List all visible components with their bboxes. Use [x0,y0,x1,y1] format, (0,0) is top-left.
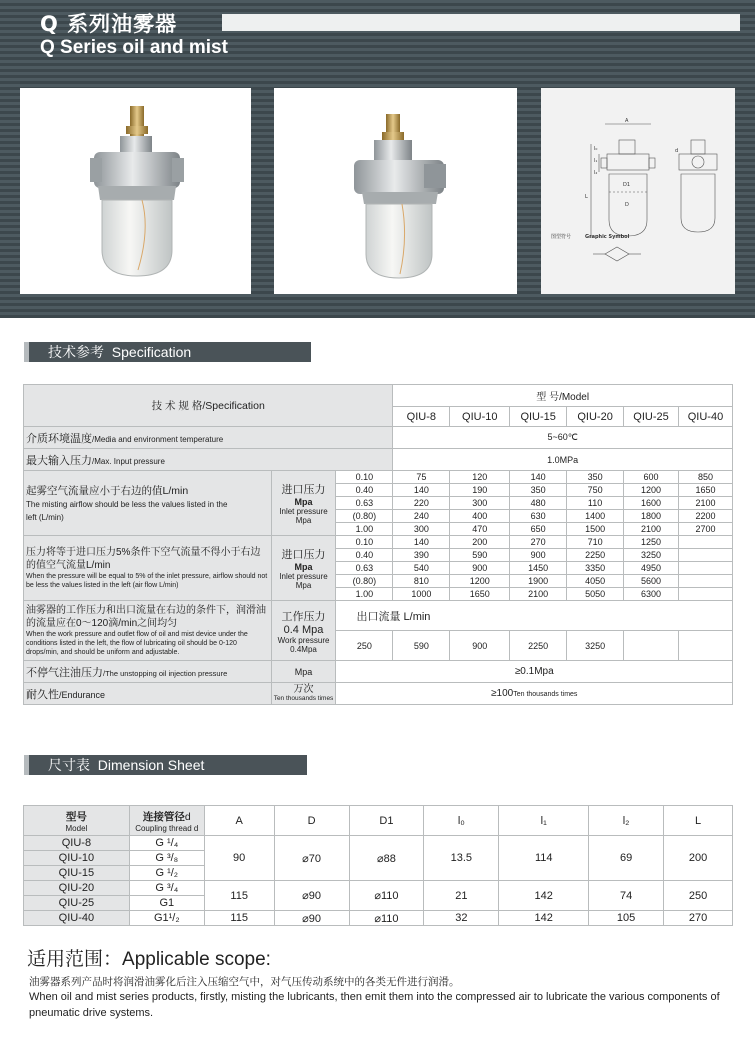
block2-cell: 5050 [567,588,624,601]
block2-cell: 710 [567,536,624,549]
block1-cell: 2100 [678,497,732,510]
block1-pressure: 0.40 [336,484,393,497]
spec-model-col: QIU-10 [450,407,510,427]
block2-cell: 1200 [450,575,510,588]
block2-cell: 1650 [450,588,510,601]
block2-cell [678,562,732,575]
media-temp-label: 介质环境温度/Media and environment temperature [24,427,393,449]
dim-g1-l0: 13.5 [424,836,499,881]
dim-label-D1: D1 [623,182,631,188]
block1-cell: 350 [567,471,624,484]
dim-model: QIU-25 [24,896,130,911]
block2-cell: 4050 [567,575,624,588]
dim-thread: G1 [129,896,204,911]
dim-model: QIU-20 [24,881,130,896]
dim-model: QIU-40 [24,911,130,926]
block1-cell: 220 [393,497,450,510]
block1-cell: 75 [393,471,450,484]
dim-g1-D: ⌀70 [274,836,349,881]
block2-cell [678,549,732,562]
dim-label-L: L [585,194,588,200]
block1-cell: 350 [510,484,567,497]
dim-g2-D1: ⌀110 [349,881,424,911]
durability-value: ≥100Ten thousands times [336,683,733,705]
block2-pressure: 1.00 [336,588,393,601]
product-photo-front [20,88,251,294]
dim-header-thread: 连接管径d Coupling thread d [129,806,204,836]
block2-cell: 1900 [510,575,567,588]
block1-cell: 2100 [624,523,679,536]
block1-cell: 1200 [624,484,679,497]
dim-g1-A: 90 [204,836,274,881]
block3-cell-empty [678,631,732,661]
block1-description: 起雾空气流量应小于右边的值L/min The misting airflow should be less the values listed in the left (L/min) [24,471,272,536]
block2-pressure-label: 进口压力 Mpa Inlet pressure Mpa [271,536,336,601]
dim-g2-L: 250 [664,881,733,911]
block2-cell: 900 [450,562,510,575]
dim-g1-L: 200 [664,836,733,881]
dim-g2-A: 115 [204,881,274,911]
spec-model-col: QIU-15 [510,407,567,427]
dim-g1-l1: 114 [499,836,589,881]
block1-cell: 470 [450,523,510,536]
spec-header-label: 技 术 规 格/Specification [24,385,393,427]
dim-label-l2: l₂ [594,170,598,176]
spec-model-col: QIU-8 [393,407,450,427]
block1-cell: 600 [624,471,679,484]
header-band [0,0,755,318]
block2-cell: 6300 [624,588,679,601]
dim-section-cn: 尺寸表 [48,757,90,773]
block2-pressure: 0.10 [336,536,393,549]
max-input-value: 1.0MPa [393,449,733,471]
block3-cell [624,631,679,661]
block1-cell: 190 [450,484,510,497]
dim-model: QIU-15 [24,866,130,881]
block3-cell: 250 [336,631,393,661]
title-cn: Q 系列油雾器 [40,12,178,36]
dim-thread: G ³/₈ [129,851,204,866]
block2-pressure: 0.63 [336,562,393,575]
block2-cell: 810 [393,575,450,588]
block3-outlet-label: 出口流量 L/min [336,601,733,631]
block2-pressure: 0.40 [336,549,393,562]
block2-cell: 1250 [624,536,679,549]
block1-cell: 850 [678,471,732,484]
title-en: Q Series oil and mist [40,37,228,58]
nonstop-unit: Mpa [271,661,336,683]
dim-header-l0: l₀ [424,806,499,836]
dim-section-en: Dimension Sheet [97,757,205,773]
block2-cell: 1450 [510,562,567,575]
technical-drawing [541,88,735,294]
dim-g3-D1: ⌀110 [349,911,424,926]
title-bar [222,14,740,31]
media-temp-value: 5~60℃ [393,427,733,449]
nonstop-label: 不停气注油压力/The unstopping oil injection pressure [24,661,272,683]
dim-g2-D: ⌀90 [274,881,349,911]
block1-pressure-label: 进口压力 Mpa Inlet pressure Mpa [271,471,336,536]
block2-cell: 1000 [393,588,450,601]
block2-description: 压力将等于进口压力5%条件下空气流量不得小于右边的值空气流量L/min When the pressure will be equal to 5% of the inlet pressure, airflow should not be less the values listed in the left (air flow L/min) [24,536,272,601]
block2-cell: 540 [393,562,450,575]
block1-pressure: 0.10 [336,471,393,484]
dim-g3-l2: 105 [589,911,664,926]
dim-g3-l1: 142 [499,911,589,926]
block3-cell: 2250 [510,631,567,661]
dim-g3-A: 115 [204,911,274,926]
dim-label-l0: l₀ [594,146,598,152]
block3-description: 油雾器的工作压力和出口流量在右边的条件下，润滑油的流量应在0～120滴/min之间均匀 When the work pressure and outlet flow of oil and mist device under the conditions listed in the left, the flow of lubricating oil should be 0-120 drops/min, and should be uniform and adjustable. [24,601,272,661]
graphic-symbol-cn: 图型符号 [551,234,572,240]
dim-g1-l2: 69 [589,836,664,881]
block2-cell: 900 [510,549,567,562]
block2-cell: 140 [393,536,450,549]
scope-text-cn: 油雾器系列产品时将润滑油雾化后注入压缩空气中，对气压传动系统中的各类无件进行润滑。 [29,976,460,988]
block2-cell [678,536,732,549]
dim-label-l1: l₁ [594,158,598,164]
dim-header-A: A [204,806,274,836]
block3-cell: 590 [393,631,450,661]
spec-model-col: QIU-25 [624,407,679,427]
section-header-dimension [24,755,307,775]
block1-pressure: (0.80) [336,510,393,523]
dim-g3-L: 270 [664,911,733,926]
block1-pressure: 0.63 [336,497,393,510]
block1-cell: 140 [510,471,567,484]
dim-header-l1: l₁ [499,806,589,836]
dim-g3-D: ⌀90 [274,911,349,926]
max-input-label: 最大输入压力/Max. Input pressure [24,449,393,471]
block1-cell: 300 [393,523,450,536]
block1-cell: 2200 [678,510,732,523]
spec-model-col: QIU-40 [678,407,732,427]
block1-cell: 650 [510,523,567,536]
block2-cell: 2250 [567,549,624,562]
block2-cell: 200 [450,536,510,549]
block2-cell: 2100 [510,588,567,601]
dim-thread: G ¹/₄ [129,836,204,851]
block1-pressure: 1.00 [336,523,393,536]
block1-cell: 2700 [678,523,732,536]
dim-model: QIU-10 [24,851,130,866]
block1-cell: 480 [510,497,567,510]
spec-model-label: 型 号/Model [393,385,733,407]
block2-cell: 4950 [624,562,679,575]
dim-g1-D1: ⌀88 [349,836,424,881]
scope-title: 适用范围：Applicable scope: [27,948,271,970]
graphic-symbol-en: Graphic Symbol [585,234,630,240]
dim-label-A: A [625,118,629,124]
block3-cell: 3250 [567,631,624,661]
block2-cell [678,575,732,588]
dim-g3-l0: 32 [424,911,499,926]
block1-cell: 1800 [624,510,679,523]
dim-label-d: d [675,148,679,154]
dim-header-model: 型号 Model [24,806,130,836]
dimension-table [23,805,733,926]
spec-model-col: QIU-20 [567,407,624,427]
dim-g2-l1: 142 [499,881,589,911]
dim-thread: G ¹/₂ [129,866,204,881]
dim-g2-l0: 21 [424,881,499,911]
specification-table [23,384,733,705]
dim-g2-l2: 74 [589,881,664,911]
dim-header-D: D [274,806,349,836]
dim-thread: G1¹/₂ [129,911,204,926]
block2-pressure: (0.80) [336,575,393,588]
durability-label: 耐久性/Endurance [24,683,272,705]
block1-cell: 110 [567,497,624,510]
block1-cell: 400 [450,510,510,523]
block1-cell: 1400 [567,510,624,523]
block1-cell: 1500 [567,523,624,536]
block3-pressure-label: 工作压力 0.4 Mpa Work pressure 0.4Mpa [271,601,336,661]
block1-cell: 240 [393,510,450,523]
block1-cell: 630 [510,510,567,523]
spec-section-cn: 技术参考 [48,344,104,360]
scope-text-en: When oil and mist series products, firstly, misting the lubricants, then emit them into the compressed air to lubricate the various components of pneumatic drive systems. [29,991,720,1019]
section-header-specification [24,342,311,362]
durability-unit: 万次 Ten thousands times [271,683,336,705]
block1-cell: 120 [450,471,510,484]
dim-model: QIU-8 [24,836,130,851]
nonstop-value: ≥0.1Mpa [336,661,733,683]
dim-header-l2: l₂ [589,806,664,836]
dim-label-D: D [625,202,629,208]
block1-cell: 1600 [624,497,679,510]
block2-cell: 390 [393,549,450,562]
block1-cell: 140 [393,484,450,497]
block2-cell: 3350 [567,562,624,575]
block1-cell: 750 [567,484,624,497]
product-photo-angle [274,88,517,294]
block1-cell: 300 [450,497,510,510]
block1-cell: 1650 [678,484,732,497]
block2-cell: 5600 [624,575,679,588]
block2-cell: 270 [510,536,567,549]
block2-cell: 590 [450,549,510,562]
block2-cell: 3250 [624,549,679,562]
block2-cell [678,588,732,601]
dim-thread: G ³/₄ [129,881,204,896]
spec-section-en: Specification [111,344,192,360]
block3-cell: 900 [450,631,510,661]
dim-header-L: L [664,806,733,836]
dim-header-D1: D1 [349,806,424,836]
